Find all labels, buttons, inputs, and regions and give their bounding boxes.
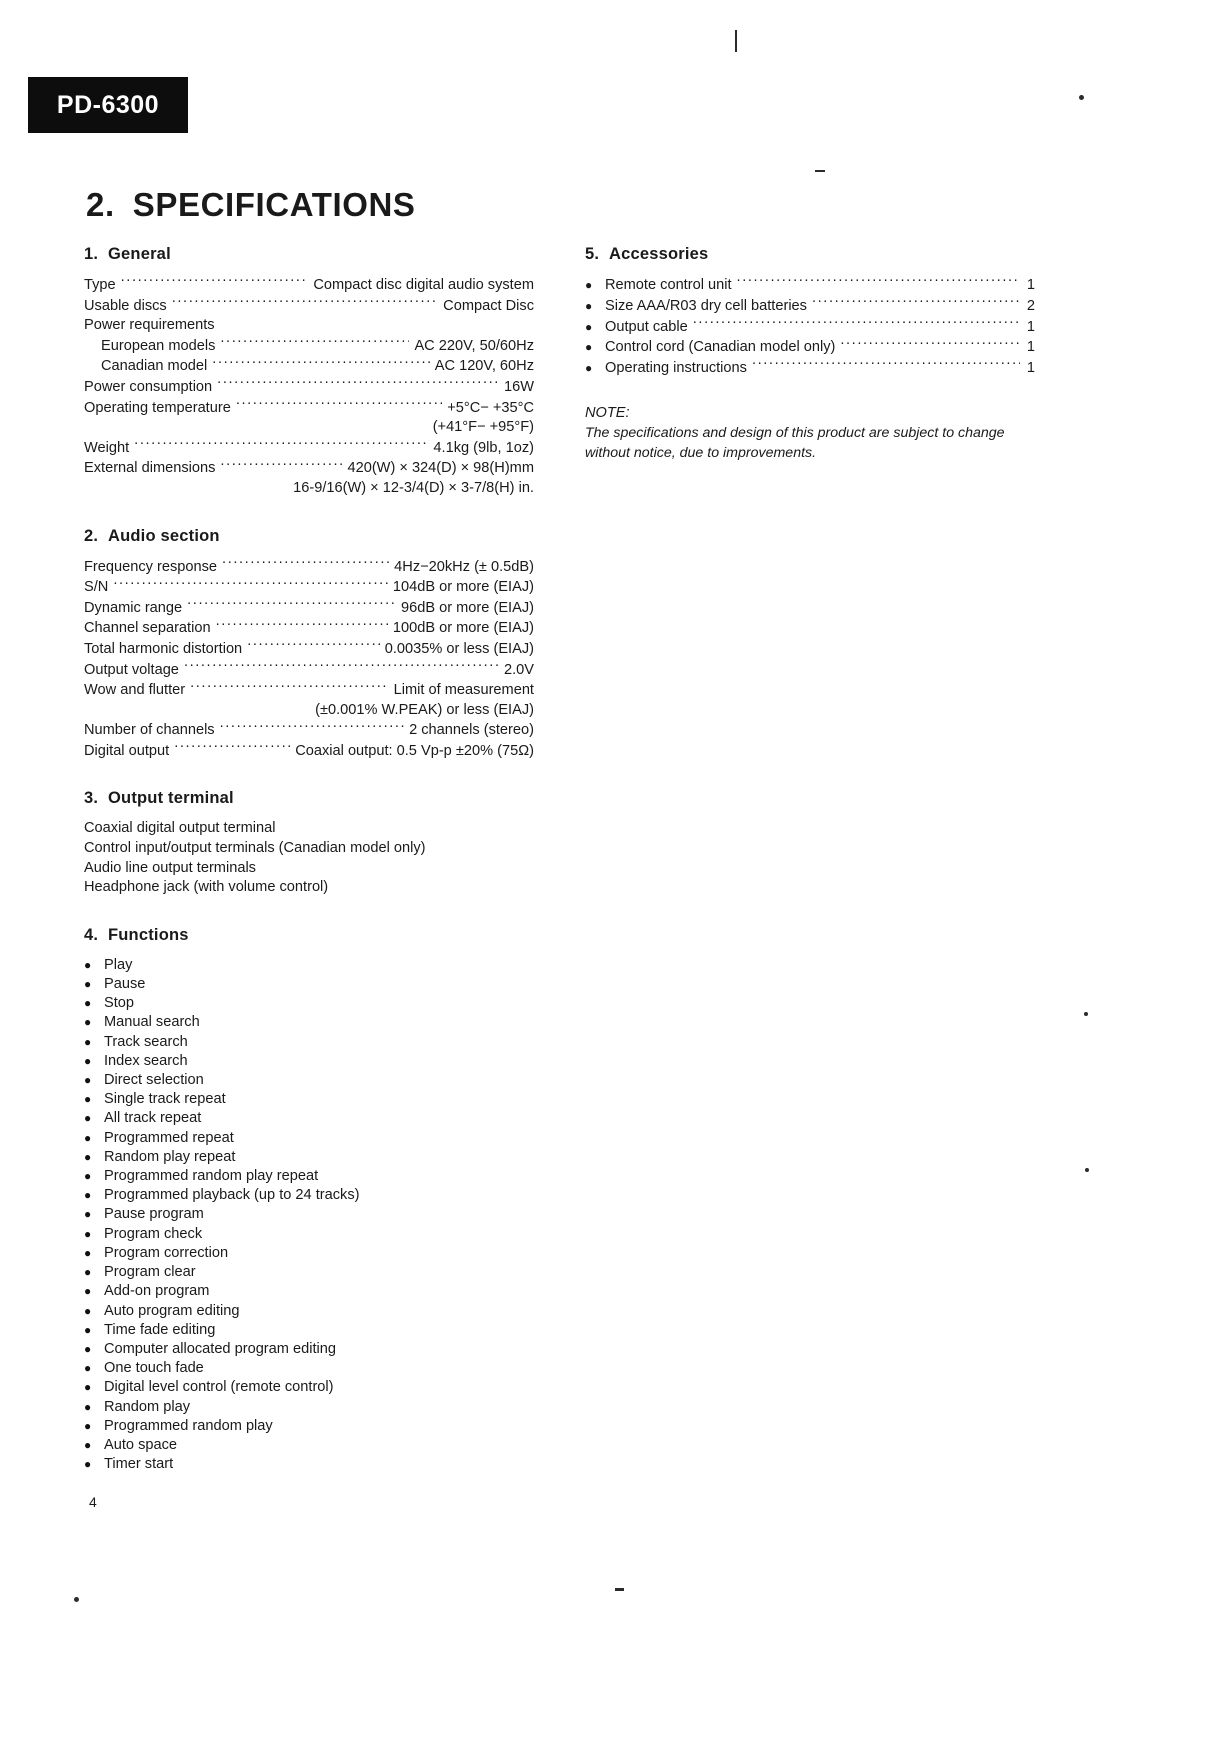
function-list-item: [84, 975, 534, 994]
spec-row-european-models: [84, 336, 534, 357]
function-label: Auto space: [104, 1436, 178, 1453]
spec-label: Wow and flutter: [84, 682, 186, 699]
dot-leader: [737, 275, 1020, 289]
spec-label: S/N: [84, 579, 109, 596]
bullet-icon: ●: [84, 1418, 92, 1433]
scan-speck: [74, 1597, 79, 1602]
page-title-text: SPECIFICATIONS: [132, 186, 416, 223]
note-body: The specifications and design of this product are subject to change without notice, due to improvements.: [585, 424, 1005, 461]
spec-value: 2 channels (stereo): [409, 722, 534, 739]
spec-label: Power consumption: [84, 378, 213, 395]
dot-leader: [247, 639, 380, 653]
spec-label: Canadian model: [101, 358, 208, 375]
dot-leader: [187, 598, 396, 612]
function-label: Programmed playback (up to 24 tracks): [104, 1187, 360, 1204]
bullet-icon: ●: [585, 319, 593, 334]
dot-leader: [217, 377, 499, 391]
accessory-label: Remote control unit: [605, 277, 732, 293]
accessory-quantity: 1: [1026, 318, 1035, 335]
output-terminal-line: Headphone jack (with volume control): [84, 879, 329, 896]
accessory-label: Size AAA/R03 dry cell batteries: [605, 297, 807, 314]
spec-row-weight: [84, 438, 534, 459]
function-label: Pause: [104, 976, 146, 993]
bullet-icon: ●: [84, 1322, 92, 1337]
bullet-icon: ●: [84, 1303, 92, 1318]
spec-row-operating-temperature-fahrenheit: (+41°F− +95°F): [432, 419, 534, 436]
spec-label: Usable discs: [84, 297, 167, 314]
spec-row-type: [84, 275, 534, 296]
page-title: [86, 186, 416, 224]
accessory-quantity: 2: [1026, 297, 1035, 314]
spec-value: Coaxial output: 0.5 Vp-p ±20% (75Ω): [295, 742, 534, 759]
function-label: Play: [104, 956, 133, 973]
spec-row-power-requirements: Power requirements: [84, 317, 215, 334]
spec-value: +5°C− +35°C: [447, 399, 534, 416]
bullet-icon: ●: [585, 278, 593, 292]
spec-value: 4Hz−20kHz (± 0.5dB): [394, 558, 534, 575]
accessory-label: Operating instructions: [605, 360, 747, 377]
output-terminal-line: Coaxial digital output terminal: [84, 820, 276, 837]
function-list-item: [84, 1398, 534, 1417]
function-label: Add-on program: [104, 1283, 210, 1300]
bullet-icon: ●: [84, 1130, 92, 1145]
function-list-item: [84, 1321, 534, 1340]
spec-value: 16W: [503, 378, 534, 395]
bullet-icon: ●: [84, 1284, 92, 1299]
function-list-item: [84, 1052, 534, 1071]
function-list-item: [84, 1378, 534, 1397]
bullet-icon: ●: [84, 1341, 92, 1356]
function-label: Programmed repeat: [104, 1129, 234, 1146]
function-list-item: [84, 1148, 534, 1167]
scan-speck: [615, 1588, 624, 1591]
function-label: Auto program editing: [104, 1302, 240, 1319]
accessory-row: [585, 296, 1035, 317]
function-label: Program check: [104, 1225, 203, 1242]
bullet-icon: ●: [84, 1265, 92, 1280]
section-functions: [84, 926, 534, 1474]
bullet-icon: ●: [84, 1188, 92, 1203]
bullet-icon: ●: [84, 1226, 92, 1241]
section-audio: [84, 527, 534, 762]
function-list-item: [84, 1109, 534, 1128]
accessory-row: [585, 317, 1035, 338]
dot-leader: [212, 356, 429, 370]
accessory-row: [585, 275, 1035, 296]
spec-label: Output voltage: [84, 661, 179, 678]
function-label: Digital level control (remote control): [104, 1379, 334, 1396]
function-list-item: [84, 1090, 534, 1109]
bullet-icon: ●: [84, 1399, 92, 1414]
spec-value: AC 220V, 50/60Hz: [414, 337, 534, 354]
bullet-icon: ●: [84, 977, 92, 992]
spec-label: Channel separation: [84, 620, 211, 637]
spec-row-wow-and-flutter-detail: (±0.001% W.PEAK) or less (EIAJ): [315, 701, 534, 718]
dot-leader: [172, 296, 438, 310]
function-label: Programmed random play repeat: [104, 1168, 319, 1185]
section-audio-title: Audio section: [108, 526, 220, 545]
section-general: [84, 245, 534, 499]
accessory-label: Output cable: [605, 318, 688, 335]
section-output-terminal: [84, 789, 534, 897]
spec-row-signal-to-noise: [84, 577, 534, 598]
spec-label: Total harmonic distortion: [84, 640, 243, 657]
output-terminal-line: Audio line output terminals: [84, 859, 256, 876]
scan-speck: [1085, 1168, 1089, 1172]
accessories-list: [585, 275, 1035, 379]
dot-leader: [840, 337, 1020, 351]
page-number: 4: [89, 1494, 97, 1510]
right-column: [585, 245, 1035, 463]
spec-value: 0.0035% or less (EIAJ): [384, 640, 534, 657]
note-title: NOTE:: [585, 404, 630, 421]
note-block: [585, 405, 1035, 463]
function-list-item: [84, 994, 534, 1013]
section-functions-heading: [84, 926, 534, 945]
dot-leader: [113, 577, 388, 591]
dot-leader: [184, 660, 499, 674]
section-accessories: [585, 245, 1035, 463]
bullet-icon: ●: [585, 340, 593, 355]
bullet-icon: ●: [84, 1361, 92, 1376]
spec-value: Compact disc digital audio system: [313, 277, 534, 293]
bullet-icon: ●: [84, 1015, 92, 1030]
section-output-terminal-number: 3.: [84, 789, 99, 808]
page-title-number: 2.: [86, 186, 115, 223]
spec-row-canadian-model: [84, 356, 534, 377]
function-list-item: [84, 1282, 534, 1301]
spec-value: 2.0V: [503, 661, 534, 678]
accessory-quantity: 1: [1026, 339, 1035, 356]
section-functions-number: 4.: [84, 925, 99, 944]
spec-label: External dimensions: [84, 460, 216, 477]
dot-leader: [752, 358, 1020, 372]
bullet-icon: ●: [84, 1149, 92, 1164]
spec-row-digital-output: [84, 741, 534, 762]
spec-value: 100dB or more (EIAJ): [392, 620, 534, 637]
function-label: Program correction: [104, 1244, 229, 1261]
function-list-item: [84, 1167, 534, 1186]
section-output-terminal-heading: [84, 789, 534, 808]
spec-row-operating-temperature: [84, 398, 534, 419]
spec-row-power-consumption: [84, 377, 534, 398]
output-terminal-line: Control input/output terminals (Canadian model only): [84, 840, 426, 857]
scan-speck: [1079, 95, 1084, 100]
function-list-item: [84, 1129, 534, 1148]
accessory-row: [585, 358, 1035, 379]
spec-label: Weight: [84, 439, 130, 456]
spec-value: 420(W) × 324(D) × 98(H)mm: [347, 460, 534, 477]
spec-row-dynamic-range: [84, 598, 534, 619]
bullet-icon: ●: [84, 1457, 92, 1472]
scan-speck: [815, 170, 825, 172]
bullet-icon: ●: [585, 361, 593, 376]
section-general-heading: [84, 245, 534, 264]
dot-leader: [220, 336, 409, 350]
function-label: Random play: [104, 1398, 190, 1415]
function-list-item: [84, 1033, 534, 1052]
function-label: Time fade editing: [104, 1321, 216, 1338]
dot-leader: [216, 618, 388, 632]
function-list-item: [84, 1263, 534, 1282]
section-audio-number: 2.: [84, 526, 99, 545]
dot-leader: [693, 317, 1020, 331]
function-label: Programmed random play: [104, 1417, 273, 1434]
model-number-tag: [28, 77, 188, 133]
spec-row-number-of-channels: [84, 720, 534, 741]
spec-value: Limit of measurement: [393, 682, 534, 699]
section-general-title: General: [108, 245, 171, 263]
spec-row-total-harmonic-distortion: [84, 639, 534, 660]
function-label: Direct selection: [104, 1072, 204, 1089]
function-label: Index search: [104, 1052, 188, 1069]
function-list-item: [84, 1340, 534, 1359]
function-label: Track search: [104, 1033, 188, 1050]
dot-leader: [190, 680, 389, 694]
dot-leader: [174, 741, 290, 755]
bullet-icon: ●: [84, 1073, 92, 1088]
function-label: One touch fade: [104, 1360, 204, 1377]
accessory-label: Control cord (Canadian model only): [605, 339, 836, 356]
functions-list: [84, 956, 534, 1474]
function-label: Computer allocated program editing: [104, 1340, 337, 1357]
section-accessories-number: 5.: [585, 245, 600, 263]
function-list-item: [84, 1186, 534, 1205]
function-label: Timer start: [104, 1456, 174, 1473]
spec-row-channel-separation: [84, 618, 534, 639]
function-list-item: [84, 1071, 534, 1090]
spec-value: 96dB or more (EIAJ): [400, 599, 534, 616]
function-label: Single track repeat: [104, 1091, 226, 1108]
spec-label: European models: [101, 337, 216, 354]
bullet-icon: ●: [84, 996, 92, 1011]
bullet-icon: ●: [84, 1111, 92, 1126]
spec-row-external-dimensions-inches: 16-9/16(W) × 12-3/4(D) × 3-7/8(H) in.: [293, 479, 534, 496]
dot-leader: [220, 458, 342, 472]
dot-leader: [220, 720, 404, 734]
scan-speck: [1084, 1012, 1088, 1016]
spec-row-output-voltage: [84, 660, 534, 681]
section-general-number: 1.: [84, 245, 99, 263]
dot-leader: [236, 398, 442, 412]
function-label: Random play repeat: [104, 1148, 236, 1165]
section-audio-heading: [84, 527, 534, 546]
spec-value: Compact Disc: [443, 297, 534, 314]
function-list-item: [84, 1302, 534, 1321]
bullet-icon: ●: [84, 1207, 92, 1222]
spec-label: Type: [84, 277, 116, 293]
spec-value: 4.1kg (9lb, 1oz): [433, 439, 534, 456]
accessory-quantity: 1: [1026, 360, 1035, 377]
function-list-item: [84, 1455, 534, 1474]
bullet-icon: ●: [84, 1169, 92, 1184]
function-label: Stop: [104, 995, 135, 1012]
dot-leader: [121, 275, 309, 289]
model-number-label: PD-6300: [56, 90, 160, 119]
spec-label: Number of channels: [84, 722, 215, 739]
function-label: All track repeat: [104, 1110, 202, 1127]
function-list-item: [84, 1013, 534, 1032]
function-label: Program clear: [104, 1264, 196, 1281]
spec-row-usable-discs: [84, 296, 534, 317]
function-label: Pause program: [104, 1206, 204, 1223]
spec-value: 104dB or more (EIAJ): [392, 579, 534, 596]
bullet-icon: ●: [84, 1034, 92, 1049]
spec-row-frequency-response: [84, 557, 534, 578]
scan-speck: [735, 30, 737, 52]
bullet-icon: ●: [84, 1380, 92, 1395]
function-list-item: [84, 1359, 534, 1378]
bullet-icon: ●: [585, 298, 593, 313]
function-list-item: [84, 1205, 534, 1224]
bullet-icon: ●: [84, 1053, 92, 1068]
section-accessories-heading: [585, 245, 1035, 264]
section-functions-title: Functions: [108, 925, 189, 944]
dot-leader: [812, 296, 1020, 310]
accessory-quantity: 1: [1026, 277, 1035, 293]
bullet-icon: ●: [84, 1437, 92, 1452]
function-label: Manual search: [104, 1014, 200, 1031]
bullet-icon: ●: [84, 1092, 92, 1107]
spec-label: Frequency response: [84, 558, 218, 575]
section-output-terminal-title: Output terminal: [108, 789, 234, 808]
spec-label: Dynamic range: [84, 599, 183, 616]
section-accessories-title: Accessories: [609, 245, 709, 263]
bullet-icon: ●: [84, 1245, 92, 1260]
function-list-item: [84, 1417, 534, 1436]
spec-label: Operating temperature: [84, 399, 231, 416]
dot-leader: [222, 557, 389, 571]
function-list-item: [84, 1244, 534, 1263]
accessory-row: [585, 337, 1035, 358]
spec-row-external-dimensions: [84, 458, 534, 479]
function-list-item: [84, 1436, 534, 1455]
left-column: [84, 245, 534, 1474]
function-list-item: [84, 956, 534, 975]
dot-leader: [134, 438, 428, 452]
spec-row-wow-and-flutter: [84, 680, 534, 701]
spec-value: AC 120V, 60Hz: [434, 358, 534, 375]
spec-label: Digital output: [84, 742, 170, 759]
bullet-icon: ●: [84, 957, 92, 972]
function-list-item: [84, 1225, 534, 1244]
